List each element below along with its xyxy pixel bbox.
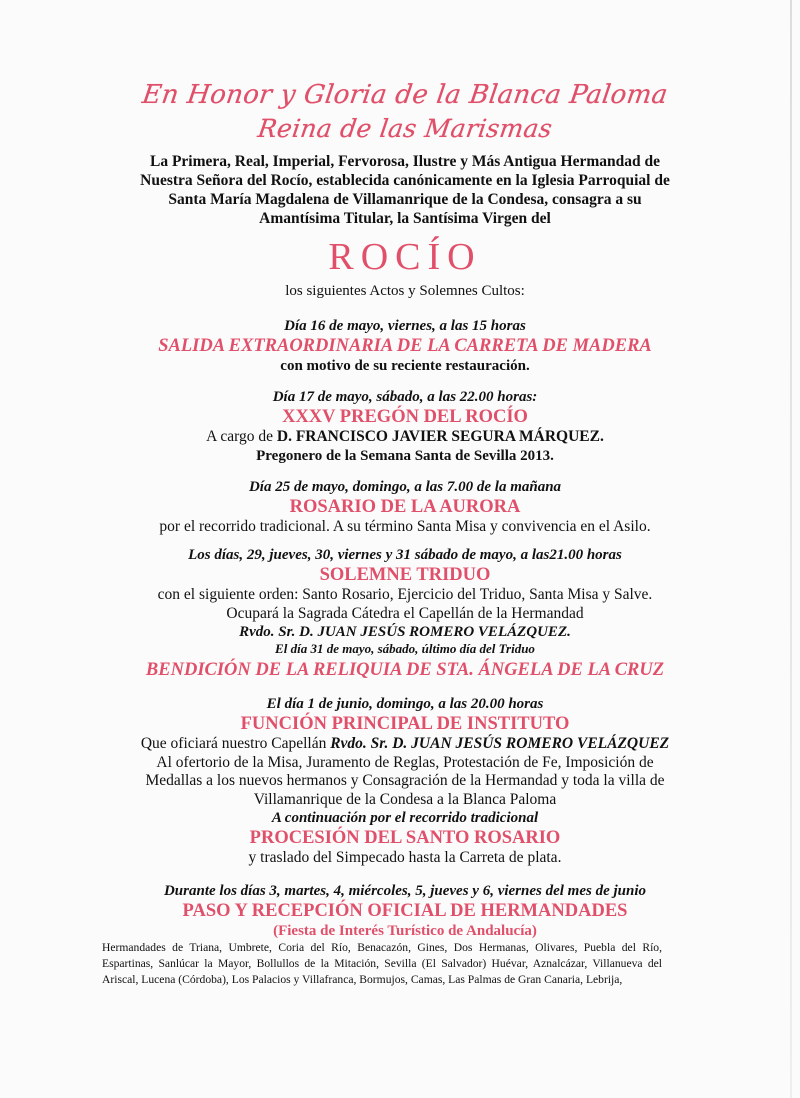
- header-line-1: En Honor y Gloria de la Blanca Paloma: [140, 80, 670, 110]
- celebrant-name: Rvdo. Sr. D. JUAN JESÚS ROMERO VELÁZQUEZ: [330, 735, 670, 752]
- event-title: FUNCIÓN PRINCIPAL DE INSTITUTO: [240, 714, 570, 734]
- event-description: con el siguiente orden: Santo Rosario, Ejercicio del Triduo, Santa Misa y Salve.: [157, 586, 653, 603]
- event-description: Medallas a los nuevos hermanos y Consagración de la Hermandad y toda la villa de: [145, 772, 665, 789]
- header-line-2: Reina de las Marismas: [256, 114, 555, 143]
- intro-line: Santa María Magdalena de Villamanrique de la Condesa, consagra a su: [168, 191, 642, 208]
- event-carreta: [110, 317, 700, 375]
- event-description: por el recorrido tradicional. A su término Santa Misa y convivencia en el Asilo.: [159, 517, 651, 535]
- desc-prefix: A cargo de: [206, 428, 273, 445]
- event-description: con motivo de su reciente restauración.: [280, 358, 530, 374]
- event-title: SOLEMNE TRIDUO: [319, 565, 491, 585]
- event-title: SALIDA EXTRAORDINARIA DE LA CARRETA DE MADERA: [158, 336, 652, 356]
- event-date: El día 1 de junio, domingo, a las 20.00 horas: [266, 696, 544, 712]
- event-funcion: [110, 695, 700, 868]
- event-date: Los días, 29, jueves, 30, viernes y 31 sábado de mayo, a las21.00 horas: [188, 547, 622, 563]
- document-body: [102, 78, 700, 988]
- event-date: Durante los días 3, martes, 4, miércoles, 5, jueves y 6, viernes del mes de junio: [163, 882, 647, 899]
- event-description: [110, 428, 700, 447]
- event-description-2: Pregonero de la Semana Santa de Sevilla 2013.: [256, 447, 554, 464]
- event-date: Día 17 de mayo, sábado, a las 22.00 horas:: [272, 389, 538, 405]
- event-title: XXXV PREGÓN DEL ROCÍO: [282, 407, 528, 427]
- event-title-2: BENDICIÓN DE LA RELIQUIA DE STA. ÁNGELA DE LA CRUZ: [145, 660, 665, 680]
- main-title: ROCÍO: [328, 236, 482, 278]
- event-rosario-aurora: [110, 478, 700, 537]
- event-title: PASO Y RECEPCIÓN OFICIAL DE HERMANDADES: [182, 900, 628, 921]
- event-note: El día 31 de mayo, sábado, último día del Triduo: [275, 641, 535, 656]
- event-title: ROSARIO DE LA AURORA: [289, 496, 521, 517]
- hermandades-list: Hermandades de Triana, Umbrete, Coria del Río, Benacazón, Gines, Dos Hermanas, Olivares, Puebla del Río, Espartinas, Sanlúcar la Mayor, Bollullos de la Mitación, Sevilla (El Salvador) Huévar, Aznalcázar, Villanueva del Ariscal, Lucena (Córdoba), Los Palacios y Villafranca, Bormujos, Camas, Las Palmas de Gran Canaria, Lebrija,: [102, 940, 662, 986]
- event-description: Al ofertorio de la Misa, Juramento de Reglas, Protestación de Fe, Imposición de: [156, 753, 654, 771]
- intro-line: Nuestra Señora del Rocío, establecida canónicamente en la Iglesia Parroquial de: [140, 172, 670, 189]
- event-date: Día 16 de mayo, viernes, a las 15 horas: [284, 318, 526, 334]
- event-description: y traslado del Simpecado hasta la Carreta de plata.: [248, 849, 562, 866]
- event-pregon: [110, 388, 700, 465]
- subtitle: los siguientes Actos y Solemnes Cultos:: [285, 283, 525, 299]
- event-description: Ocupará la Sagrada Cátedra el Capellán de la Hermandad: [226, 604, 584, 622]
- event-title-2: PROCESIÓN DEL SANTO ROSARIO: [249, 828, 561, 848]
- event-triduo: [110, 546, 700, 681]
- event-description: [110, 735, 700, 754]
- intro-line: Amantísima Titular, la Santísima Virgen del: [259, 210, 551, 227]
- desc-prefix: Que oficiará nuestro Capellán: [140, 735, 327, 752]
- event-date: Día 25 de mayo, domingo, a las 7.00 de la mañana: [248, 478, 562, 495]
- event-subtitle: (Fiesta de Interés Turístico de Andalucía): [273, 922, 537, 939]
- event-paso-hermandades: [102, 882, 700, 988]
- pregonero-name: D. FRANCISCO JAVIER SEGURA MÁRQUEZ.: [276, 428, 604, 445]
- event-celebrant: Rvdo. Sr. D. JUAN JESÚS ROMERO VELÁZQUEZ.: [239, 624, 571, 640]
- event-description: Villamanrique de la Condesa a la Blanca Paloma: [253, 790, 557, 808]
- intro-paragraph: [110, 152, 700, 228]
- intro-line: La Primera, Real, Imperial, Fervorosa, Ilustre y Más Antigua Hermandad de: [149, 153, 661, 170]
- page-edge: [790, 0, 792, 1098]
- event-note: A continuación por el recorrido tradicional: [271, 810, 539, 826]
